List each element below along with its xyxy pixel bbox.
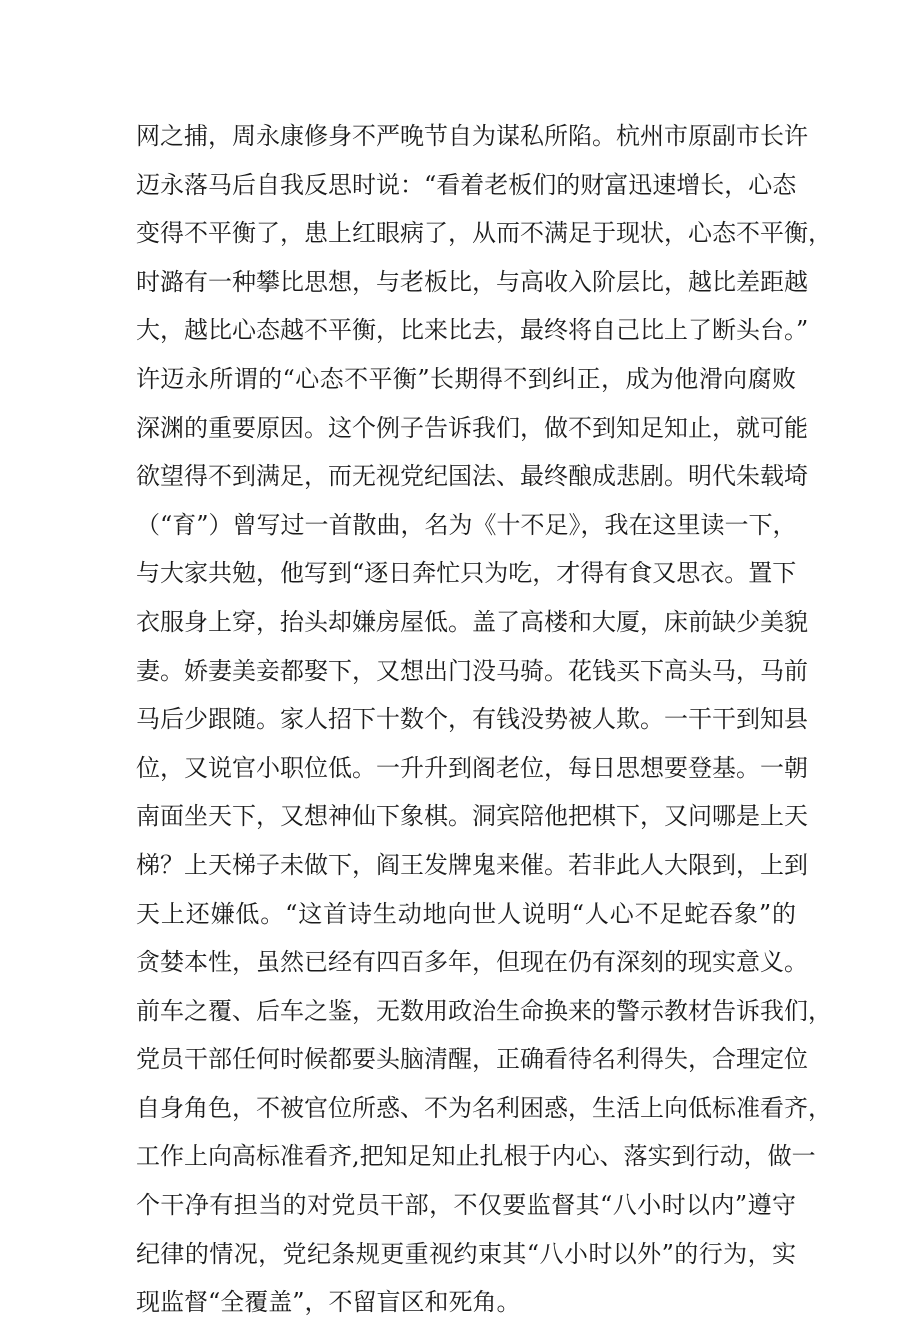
text-line: 个干净有担当的对党员干部，不仅要监督其“八小时以内”遵守 <box>136 1191 796 1220</box>
text-line: 大，越比心态越不平衡，比来比去，最终将自己比上了断头台。” <box>136 316 809 345</box>
text-line: 许迈永所谓的“心态不平衡”长期得不到纠正，成为他滑向腐败 <box>136 364 796 393</box>
text-line: 位，又说官小职位低。一升升到阁老位，每日思想要登基。一朝 <box>136 753 808 782</box>
text-line: 自身角色，不被官位所惑、不为名利困惑，生活上向低标准看齐， <box>136 1093 832 1122</box>
text-line: 贪婪本性，虽然已经有四百多年，但现在仍有深刻的现实意义。 <box>136 948 808 977</box>
text-line: 天上还嫌低。“这首诗生动地向世人说明“人心不足蛇吞象”的 <box>136 899 796 928</box>
text-line: 与大家共勉，他写到“逐日奔忙只为吃，才得有食又思衣。置下 <box>136 559 797 588</box>
text-line: 马后少跟随。家人招下十数个，有钱没势被人欺。一干干到知县 <box>136 705 808 734</box>
text-line: 迈永落马后自我反思时说：“看着老板们的财富迅速增长，心态 <box>136 170 797 199</box>
text-line: 前车之覆、后车之鉴，无数用政治生命换来的警示教材告诉我们， <box>136 996 832 1025</box>
text-line: 南面坐天下，又想神仙下象棋。洞宾陪他把棋下，又问哪是上天 <box>136 802 808 831</box>
text-line: 梯？上天梯子未做下，阎王发牌鬼来催。若非此人大限到，上到 <box>136 850 808 879</box>
body-text <box>136 112 832 1327</box>
text-line: 现监督“全覆盖”，不留盲区和死角。 <box>136 1288 521 1317</box>
text-line: 欲望得不到满足，而无视党纪国法、最终酿成悲剧。明代朱载埼 <box>136 462 808 491</box>
text-line: 工作上向高标准看齐,把知足知止扎根于内心、落实到行动，做一 <box>136 1142 816 1171</box>
text-line: （“育”）曾写过一首散曲，名为《十不足》，我在这里读一下， <box>136 510 797 539</box>
text-line: 深渊的重要原因。这个例子告诉我们，做不到知足知止，就可能 <box>136 413 808 442</box>
text-line: 网之捕，周永康修身不严晚节自为谋私所陷。杭州市原副市长许 <box>136 122 808 150</box>
text-line: 时潞有一种攀比思想，与老板比，与高收入阶层比，越比差距越 <box>136 267 808 296</box>
text-line: 纪律的情况，党纪条规更重视约束其“八小时以外”的行为，实 <box>136 1239 796 1268</box>
text-line: 妻。娇妻美妾都娶下，又想出门没马骑。花钱买下高头马，马前 <box>136 656 808 685</box>
text-line: 衣服身上穿，抬头却嫌房屋低。盖了高楼和大厦，床前缺少美貌 <box>136 607 808 636</box>
text-line: 党员干部任何时候都要头脑清醒，正确看待名利得失，合理定位 <box>136 1045 808 1074</box>
text-line: 变得不平衡了，患上红眼病了，从而不满足于现状，心态不平衡， <box>136 219 832 248</box>
